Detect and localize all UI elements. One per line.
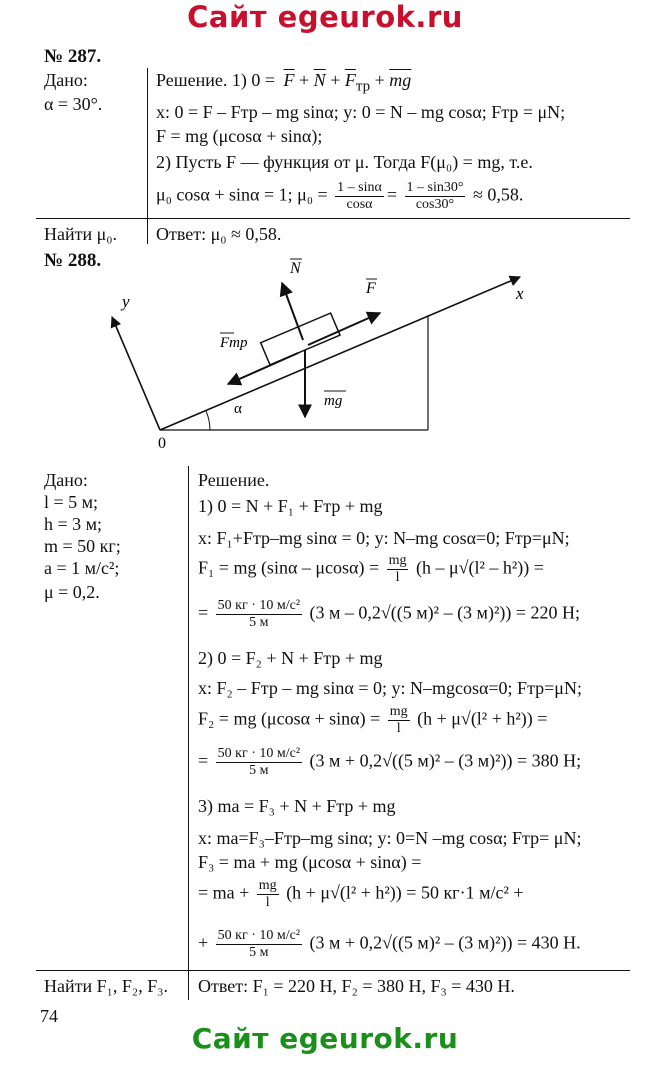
site-banner-top: Сайт egeurok.ru xyxy=(187,0,463,34)
label-F: F xyxy=(366,280,376,297)
f3-frac-num: mg xyxy=(258,878,277,893)
label-y: y xyxy=(122,292,130,311)
frac2-denominator: cos30° xyxy=(415,197,455,212)
f2-frac-num: mg xyxy=(389,704,408,719)
alpha-arc xyxy=(206,411,210,430)
given-alpha: α = 30°. xyxy=(44,94,103,114)
problem-288-number: № 288. xyxy=(44,250,102,271)
solution-287-line4: 2) Пусть F — функция от μ. Тогда F(μ₀) = mg, т.е. xyxy=(156,152,533,172)
given-a: a = 1 м/с²; xyxy=(44,558,120,578)
f2-result: (3 м + 0,2√((5 м)² – (3 м)²)) = 380 Н; xyxy=(309,750,582,771)
f1-numeric-num: 50 кг · 10 м/с² xyxy=(217,598,301,613)
site-banner-bottom: Сайт egeurok.ru xyxy=(191,1022,459,1055)
normal-force-arrow xyxy=(282,283,303,340)
given-l: l = 5 м; xyxy=(44,492,99,512)
separator-288 xyxy=(36,970,630,971)
solution-287-line1: Решение. 1) $0 = \overline{F} + \overline{N} + \overline{F}_{тр} + \overline{mg}$ xyxy=(156,70,412,95)
f2-frac-den: l xyxy=(396,721,401,736)
f2-expression: F₂ = mg (μcosα + sinα) = xyxy=(198,708,381,729)
solution-288-s2: x: F₁+Fтр–mg sinα = 0; y: N–mg cosα=0; Fтр=μN; xyxy=(198,528,570,548)
block xyxy=(261,313,340,365)
mu0-result: ≈ 0,58. xyxy=(472,184,524,205)
page-number: 74 xyxy=(40,1006,58,1026)
solution-288-s11: F₃ = ma + mg (μcosα + sinα) = xyxy=(198,852,422,872)
label-N: N xyxy=(290,260,301,277)
mu0-equation: μ₀ cosα + sinα = 1; μ₀ = xyxy=(156,184,328,205)
f3-frac-den: l xyxy=(265,895,270,910)
f2-bracket: (h + μ√(l² + h²)) = xyxy=(417,708,548,729)
solution-title-288: Решение. xyxy=(198,470,270,490)
solution-288-s12 xyxy=(198,878,524,911)
inclined-plane-diagram xyxy=(90,255,550,455)
solution-288-s13: + $\frac{\text{50 кг · 10 м/с²}}{5 м}$ (3 м + 0,2√((5 м)² – (3 м)²)) = 430 Н. xyxy=(198,928,581,960)
solution-title-287: Решение. 1) 0 = xyxy=(156,70,276,90)
find-287: Найти μ₀. xyxy=(44,224,118,244)
answer-287: Ответ: μ₀ ≈ 0,58. xyxy=(156,224,282,244)
label-alpha: α xyxy=(234,401,242,417)
given-mu: μ = 0,2. xyxy=(44,582,100,602)
given-h: h = 3 м; xyxy=(44,514,103,534)
f1-result: (3 м – 0,2√((5 м)² – (3 м)²)) = 220 Н; xyxy=(309,602,580,623)
solution-288-s4: = $\frac{\text{50 кг · 10 м/с²}}{5 м}$ (3 м – 0,2√((5 м)² – (3 м)²)) = 220 Н; xyxy=(198,598,580,630)
f3-result: (3 м + 0,2√((5 м)² – (3 м)²)) = 430 Н. xyxy=(309,932,581,953)
frac1-numerator: 1 – sinα xyxy=(337,180,382,195)
label-x: x xyxy=(516,284,524,303)
label-origin: 0 xyxy=(158,435,166,452)
solution-288-s8: = $\frac{\text{50 кг · 10 м/с²}}{5 м}$ (3 м + 0,2√((5 м)² – (3 м)²)) = 380 Н; xyxy=(198,746,582,778)
f1-frac-num: mg xyxy=(388,553,407,568)
answer-288: Ответ: F₁ = 220 Н, F₂ = 380 Н, F₃ = 430 Н. xyxy=(198,976,515,996)
f1-expression: F₁ = mg (sinα – μcosα) = xyxy=(198,557,380,578)
friction-force-arrow xyxy=(228,353,298,384)
f1-bracket: (h – μ√(l² – h²)) = xyxy=(415,557,544,578)
f1-frac-den: l xyxy=(395,570,400,585)
divider-288 xyxy=(188,466,189,1000)
find-288: Найти F₁, F₂, F₃. xyxy=(44,976,168,996)
y-axis xyxy=(112,317,160,430)
solution-288-s6: x: F₂ – Fтр – mg sinα = 0; y: N–mgcosα=0; Fтр=μN; xyxy=(198,678,582,698)
solution-287-line2: x: 0 = F – Fтр – mg sinα; y: 0 = N – mg cosα; Fтр = μN; xyxy=(156,102,566,122)
frac1-denominator: cosα xyxy=(346,197,373,212)
given-label-287: Дано: xyxy=(44,70,88,90)
problem-287-number: № 287. xyxy=(44,46,102,67)
separator-287 xyxy=(36,218,630,219)
label-mg: mg xyxy=(324,393,343,409)
solution-288-s7 xyxy=(198,704,547,737)
f3-numeric-den: 5 м xyxy=(249,945,269,960)
solution-288-s10: x: ma=F₃–Fтр–mg sinα; y: 0=N –mg cosα; Fтр= μN; xyxy=(198,828,582,848)
f3-ma-term: = ma + xyxy=(198,882,250,903)
f2-numeric-num: 50 кг · 10 м/с² xyxy=(217,746,301,761)
solution-288-s3 xyxy=(198,553,544,586)
solution-287-line3: F = mg (μcosα + sinα); xyxy=(156,126,323,146)
f1-numeric-den: 5 м xyxy=(249,615,269,630)
given-label-288: Дано: xyxy=(44,470,88,490)
solution-288-s9: 3) ma = F₃ + N + Fтр + mg xyxy=(198,796,396,816)
solution-288-s1: 1) 0 = N + F₁ + Fтр + mg xyxy=(198,496,383,516)
given-m: m = 50 кг; xyxy=(44,536,121,556)
frac2-numerator: 1 – sin30° xyxy=(406,180,464,195)
label-Ftr: Fтр xyxy=(220,335,248,351)
f3-bracket: (h + μ√(l² + h²)) = 50 кг·1 м/с² + xyxy=(286,882,524,903)
solution-288-s5: 2) 0 = F₂ + N + Fтр + mg xyxy=(198,648,383,668)
f2-numeric-den: 5 м xyxy=(249,763,269,778)
solution-287-line5: μ₀ cosα + sinα = 1; μ₀ = $\frac{1 - \sin\alpha}{\cos\alpha}$ = $\frac{1 - \sin 30^\circ}{\cos 30^\circ}$ ≈ 0,58. xyxy=(156,180,524,212)
f3-numeric-num: 50 кг · 10 м/с² xyxy=(217,928,301,943)
